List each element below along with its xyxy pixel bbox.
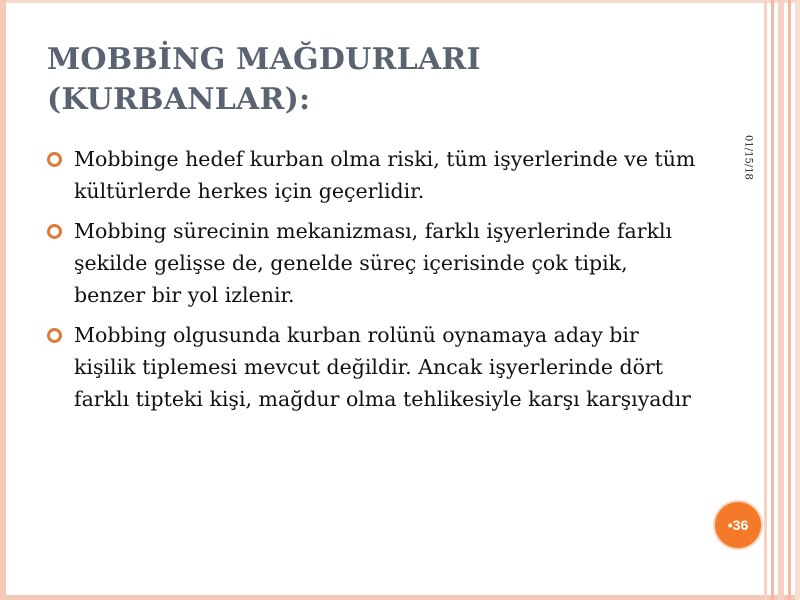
slide-bottom-border xyxy=(0,595,800,600)
page-number-badge: •36 xyxy=(715,502,761,548)
bullet-text: Mobbing sürecinin mekanizması, farklı işyerlerinde farklı şekilde gelişse de, genelde süreç içerisinde çok tipik, benzer bir yol izlenir. xyxy=(74,219,673,307)
bullet-item xyxy=(47,215,697,311)
bullet-ring-icon xyxy=(47,328,62,343)
bullet-ring-icon xyxy=(47,152,62,167)
bullet-item xyxy=(47,319,697,415)
slide-date: 01/15/18 xyxy=(742,135,754,180)
slide-left-border xyxy=(0,0,6,600)
slide-title: MOBBİNG MAĞDURLARI (KURBANLAR): xyxy=(47,42,481,117)
bullet-item xyxy=(47,143,697,207)
slide-top-border xyxy=(0,0,800,3)
bullet-ring-icon xyxy=(47,224,62,239)
slide-right-stripes xyxy=(764,0,800,600)
bullet-text: Mobbinge hedef kurban olma riski, tüm işyerlerinde ve tüm kültürlerde herkes için geçerlidir. xyxy=(74,147,696,203)
bullet-list xyxy=(47,143,697,423)
bullet-text: Mobbing olgusunda kurban rolünü oynamaya aday bir kişilik tiplemesi mevcut değildir. Ancak işyerlerinde dört farklı tipteki kişi, mağdur olma tehlikesiyle karşı karşıyadır xyxy=(74,323,691,411)
